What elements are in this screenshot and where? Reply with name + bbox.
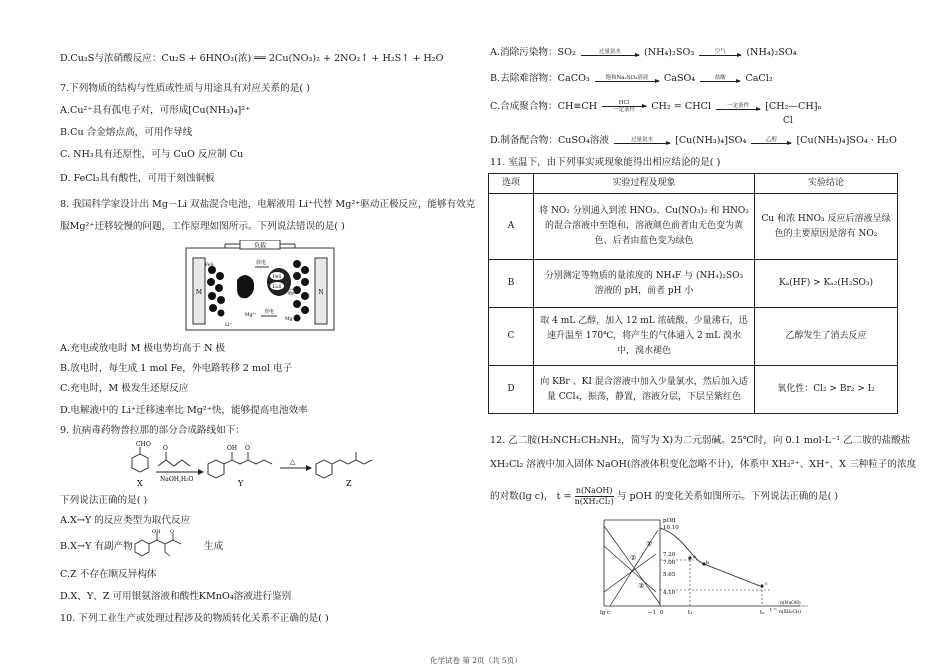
tick-t2: t₂	[760, 610, 765, 616]
y-label: Y	[238, 479, 244, 488]
x-axis-den: n(XH₂Cl₂)	[779, 610, 802, 615]
lgc-axis-label: lg c	[600, 610, 611, 616]
row-procedure: 取 4 mL 乙醇，加入 12 mL 浓硫酸、少量沸石，迅速升温至 170℃，将产生的气体通入 2 mL 溴水中，溴水褪色	[534, 308, 755, 366]
q7-option-c: C. NH₃具有还原性，可与 CuO 反应制 Cu	[60, 149, 244, 160]
row-option: B	[489, 260, 534, 308]
row-conclusion: 乙醇发生了消去反应	[755, 308, 898, 366]
q8-option-b: B.放电时，每生成 1 mol Fe，外电路转移 2 mol 电子	[60, 363, 293, 374]
cho-label: CHO	[136, 441, 151, 448]
mg-metal-label: Mg	[285, 317, 293, 322]
header-procedure: 实验过程及现象	[534, 174, 755, 194]
oh-label-b: OH	[152, 529, 161, 535]
table-row	[489, 194, 898, 260]
fes-particles	[293, 260, 309, 322]
fes-label-left: FeS	[205, 263, 214, 268]
q10-option-d: D.制备配合物：CuSO₄溶液 过量氨水 [Cu(NH₃)₄]SO₄ 乙醇 [Cu(NH₃)₄]SO₄ · H₂O	[490, 135, 897, 146]
header-option: 选项	[489, 174, 534, 194]
o-label-2: O	[245, 445, 250, 452]
q10-option-c-cl: Cl	[783, 116, 793, 126]
o-label-b: O	[170, 529, 175, 535]
mg-particles	[207, 266, 225, 317]
q9-synthesis-scheme	[120, 436, 380, 490]
tick-4-10: 4.10	[663, 590, 676, 596]
row-procedure: 将 NO₂ 分别通入到浓 HNO₃、Cu(NO₃)₂ 和 HNO₃ 的混合溶液中至饱和，溶液颜色前者由无色变为黄色、后者由蓝色变为绿色	[534, 194, 755, 260]
q12-line3: 的对数(lg c)， t = n(NaOH) n(XH₂Cl₂) 与 pOH 的变化关系如图所示。下列说法正确的是( )	[490, 486, 839, 506]
row-option: C	[489, 308, 534, 366]
region-3-label: ③	[638, 582, 645, 590]
load-label: 负载	[253, 242, 267, 250]
x-axis-num: n(NaOH)	[780, 601, 801, 606]
q6-option-d: D.Cu₂S与浓硝酸反应：Cu₂S + 6HNO₃(浓) ══ 2Cu(NO₃)₂ + 2NO₂↑ + H₂S↑ + H₂O	[60, 53, 444, 64]
q9-option-d: D.X、Y、Z 可用银氨溶液和酸性KMnO₄溶液进行鉴别	[60, 591, 292, 602]
q11-table	[488, 173, 898, 414]
q12-poh-graph	[600, 516, 810, 618]
table-row	[489, 366, 898, 414]
q8-stem-line2: 服Mg²⁺迁移较慢的问题，工作原理如图所示。下列说法错误的是( )	[60, 221, 345, 232]
tick-7-00: 7.00	[663, 560, 676, 566]
tick-minus-1: −1	[648, 610, 657, 616]
li2s-label: Li₂S	[272, 285, 282, 290]
row-conclusion: Cu 和浓 HNO₃ 反应后溶液呈绿色的主要原因是溶有 NO₂	[755, 194, 898, 260]
tick-7-20: 7.20	[663, 552, 676, 558]
z-label: Z	[346, 479, 352, 488]
region-2-label: ②	[630, 554, 637, 562]
q12-line2: XH₂Cl₂ 溶液中加入固体 NaOH(溶液体积变化忽略不计)，体系中 XH₂²⁺、XH⁺、X 三种粒子的浓度	[490, 459, 917, 470]
row-procedure: 向 KBr 、KI 混合溶液中加入少量氯水，然后加入适量 CCl₄，振荡，静置，溶液分层，下层呈紫红色	[534, 366, 755, 414]
q9-option-a: A.X→Y 的反应类型为取代反应	[60, 515, 191, 526]
page-footer: 化学试卷 第 2页（共 5页）	[430, 656, 522, 665]
tick-5-65: 5.65	[663, 572, 676, 578]
q8-option-d: D.电解液中的 Li⁺迁移速率比 Mg²⁺快，能够提高电池效率	[60, 405, 308, 416]
q8-stem-line1: 8. 我国科学家设计出 Mg－Li 双盐混合电池，电解液用 Li⁺代替 Mg²⁺驱动正极反应，能够有效克	[60, 199, 476, 210]
q9-stem2: 下列说法正确的是( )	[60, 495, 148, 506]
n-electrode-label: N	[318, 289, 324, 296]
fes-label: FeS	[272, 275, 282, 280]
q9-byproduct-structure	[132, 528, 202, 562]
poh-axis-label: pOH	[663, 518, 676, 524]
q8-option-c: C.充电时，M 极发生还原反应	[60, 383, 189, 394]
reagent-label: NaOH,H₂O	[160, 476, 194, 483]
m-electrode-label: M	[195, 289, 203, 296]
tick-t1: t₁	[688, 610, 693, 616]
q7-option-a: A.Cu²⁺具有孤电子对，可形成[Cu(NH₃)₄]²⁺	[60, 105, 251, 116]
tick-0: 0	[660, 610, 664, 616]
fe-label: Fe	[288, 291, 294, 295]
point-b-label: b	[706, 560, 710, 566]
q12-line1: 12. 乙二胺(H₂NCH₂CH₂NH₂，简写为 X)为二元弱碱。25℃时，向 0.1 mol·L⁻¹ 乙二胺的盐酸盐	[490, 435, 911, 446]
q10-stem: 10. 下列工业生产或处理过程涉及的物质转化关系不正确的是( )	[60, 613, 329, 624]
q10-option-a: A.消除污染物：SO₂ 过量氨水 (NH₄)₂SO₃ 空气 (NH₄)₂SO₄	[490, 47, 797, 58]
point-c-label: c	[765, 581, 768, 587]
oh-label: OH	[227, 445, 238, 452]
q11-stem: 11. 室温下，由下列事实或现象能得出相应结论的是( )	[490, 157, 721, 168]
table-row	[489, 308, 898, 366]
x-label: X	[137, 479, 143, 488]
q9-option-c: C.Z 不存在顺反异构体	[60, 569, 157, 580]
heat-label: △	[290, 458, 296, 466]
discharge-label: 放电	[255, 260, 267, 266]
row-conclusion: Kₐ(HF) > Kₐ₂(H₂SO₃)	[755, 260, 898, 308]
o-label-1: O	[163, 445, 168, 452]
q7-stem: 7.下列物质的结构与性质或性质与用途具有对应关系的是( )	[60, 83, 310, 94]
q10-option-b: B.去除难溶物：CaCO₃ 饱和Na₂SO₄溶液 CaSO₄ 盐酸 CaCl₂	[490, 73, 773, 84]
battery-diagram	[185, 240, 335, 332]
q7-option-b: B.Cu 合金熔点高，可用作导线	[60, 127, 193, 138]
table-row	[489, 260, 898, 308]
q8-option-a: A.充电或放电时 M 极电势均高于 N 极	[60, 343, 226, 354]
tick-10-10: 10.10	[663, 525, 679, 531]
table-header-row	[489, 174, 898, 194]
x-axis-t-label: t =	[770, 608, 778, 613]
point-a-label: a	[693, 554, 696, 560]
row-conclusion: 氧化性：Cl₂ > Br₂ > I₂	[755, 366, 898, 414]
region-1-label: ①	[646, 540, 653, 548]
q7-option-d: D. FeCl₃具有酸性，可用于刻蚀铜板	[60, 173, 215, 184]
q10-option-c: C.合成聚合物：CH≡CH HCl 一定条件 CH₂ = CHCl 一定条件 ⁅CH₂—CH⁆ₙ	[490, 100, 822, 113]
row-option: D	[489, 366, 534, 414]
q9-option-b-suffix: 生成	[204, 541, 224, 552]
header-conclusion: 实验结论	[755, 174, 898, 194]
li-ion-label: Li⁺	[225, 323, 232, 328]
mg-ion-label: Mg²⁺	[245, 313, 257, 318]
row-procedure: 分别测定等物质的量浓度的 NH₄F 与 (NH₄)₂SO₃ 溶液的 pH，前者 pH 小	[534, 260, 755, 308]
charge-label: 充电	[263, 309, 275, 315]
q9-stem: 9. 抗病毒药物普拉那的部分合成路线如下：	[60, 425, 245, 436]
q9-option-b-text: B.X→Y 有副产物	[60, 541, 133, 552]
row-option: A	[489, 194, 534, 260]
